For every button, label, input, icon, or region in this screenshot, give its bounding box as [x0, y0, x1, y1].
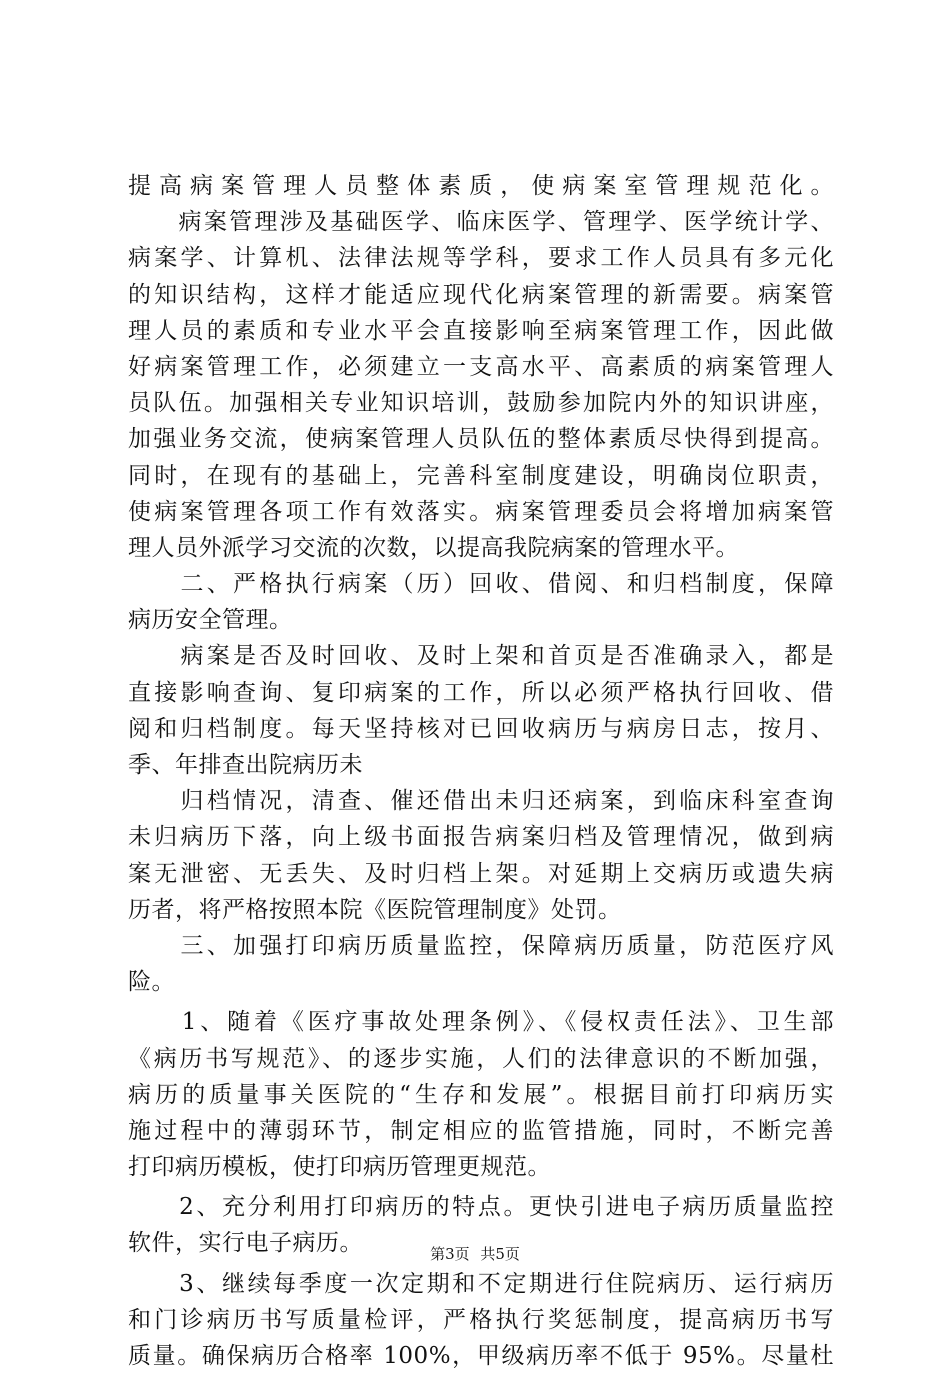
- text-line: 病案是否及时回收、及时上架和首页是否准确录入，都是: [128, 643, 834, 670]
- section-heading-line: 险。: [128, 969, 175, 996]
- text-line: 《病历书写规范》、的逐步实施，人们的法律意识的不断加强，: [128, 1045, 834, 1072]
- text-line: 病案管理涉及基础医学、临床医学、管理学、医学统计学、: [128, 209, 834, 236]
- text-line: 加强业务交流，使病案管理人员队伍的整体素质尽快得到提高。: [128, 426, 834, 453]
- text-line: 提高病案管理人员整体素质，使病案室管理规范化。: [128, 173, 834, 199]
- text-line: 季、年排查出院病历未: [128, 752, 363, 778]
- text-line: 和门诊病历书写质量检评，严格执行奖惩制度，提高病历书写: [128, 1306, 834, 1333]
- text-line: 员队伍。加强相关专业知识培训，鼓励参加院内外的知识讲座，: [128, 390, 834, 417]
- body-text: [128, 168, 834, 1374]
- text-line: 1、随着《医疗事故处理条例》、《侵权责任法》、卫生部: [128, 1009, 834, 1036]
- text-line: 未归病历下落，向上级书面报告病案归档及管理情况，做到病: [128, 824, 834, 851]
- page-footer: [0, 1244, 950, 1264]
- text-line: 理人员外派学习交流的次数，以提高我院病案的管理水平。: [128, 534, 739, 561]
- text-line: 使病案管理各项工作有效落实。病案管理委员会将增加病案管: [128, 498, 834, 525]
- text-line: 施过程中的薄弱环节，制定相应的监管措施，同时，不断完善: [128, 1117, 834, 1144]
- text-line: 阅和归档制度。每天坚持核对已回收病历与病房日志，按月、: [128, 715, 834, 742]
- text-line: 归档情况，清查、催还借出未归还病案，到临床科室查询: [128, 788, 834, 815]
- text-line: 2、充分利用打印病历的特点。更快引进电子病历质量监控: [128, 1194, 834, 1221]
- text-line: 病历的质量事关医院的“生存和发展”。根据目前打印病历实: [128, 1081, 834, 1108]
- text-line: 理人员的素质和专业水平会直接影响至病案管理工作，因此做: [128, 317, 834, 344]
- text-line: 软件，实行电子病历。: [128, 1230, 363, 1257]
- text-line: 案无泄密、无丢失、及时归档上架。对延期上交病历或遗失病: [128, 860, 834, 887]
- text-line: 打印病历模板，使打印病历管理更规范。: [128, 1154, 551, 1181]
- text-line: 历者，将严格按照本院《医院管理制度》处罚。: [128, 896, 622, 923]
- page-total: 共5页: [480, 1245, 520, 1263]
- text-line: 病案学、计算机、法律法规等学科，要求工作人员具有多元化: [128, 245, 834, 272]
- section-heading-line: 二、严格执行病案（历）回收、借阅、和归档制度，保障: [128, 571, 834, 598]
- text-line: 同时，在现有的基础上，完善科室制度建设，明确岗位职责，: [128, 462, 834, 489]
- section-heading-line: 三、加强打印病历质量监控，保障病历质量，防范医疗风: [128, 932, 834, 959]
- text-line: 3、继续每季度一次定期和不定期进行住院病历、运行病历: [128, 1270, 834, 1297]
- section-heading-line: 病历安全管理。: [128, 607, 293, 634]
- text-line: 好病案管理工作，必须建立一支高水平、高素质的病案管理人: [128, 353, 834, 380]
- text-line: 直接影响查询、复印病案的工作，所以必须严格执行回收、借: [128, 679, 834, 706]
- page-number: 第3页: [430, 1245, 470, 1263]
- text-line: 质量。确保病历合格率 100%，甲级病历率不低于 95%。尽量杜: [128, 1343, 834, 1369]
- text-line: 的知识结构，这样才能适应现代化病案管理的新需要。病案管: [128, 281, 834, 308]
